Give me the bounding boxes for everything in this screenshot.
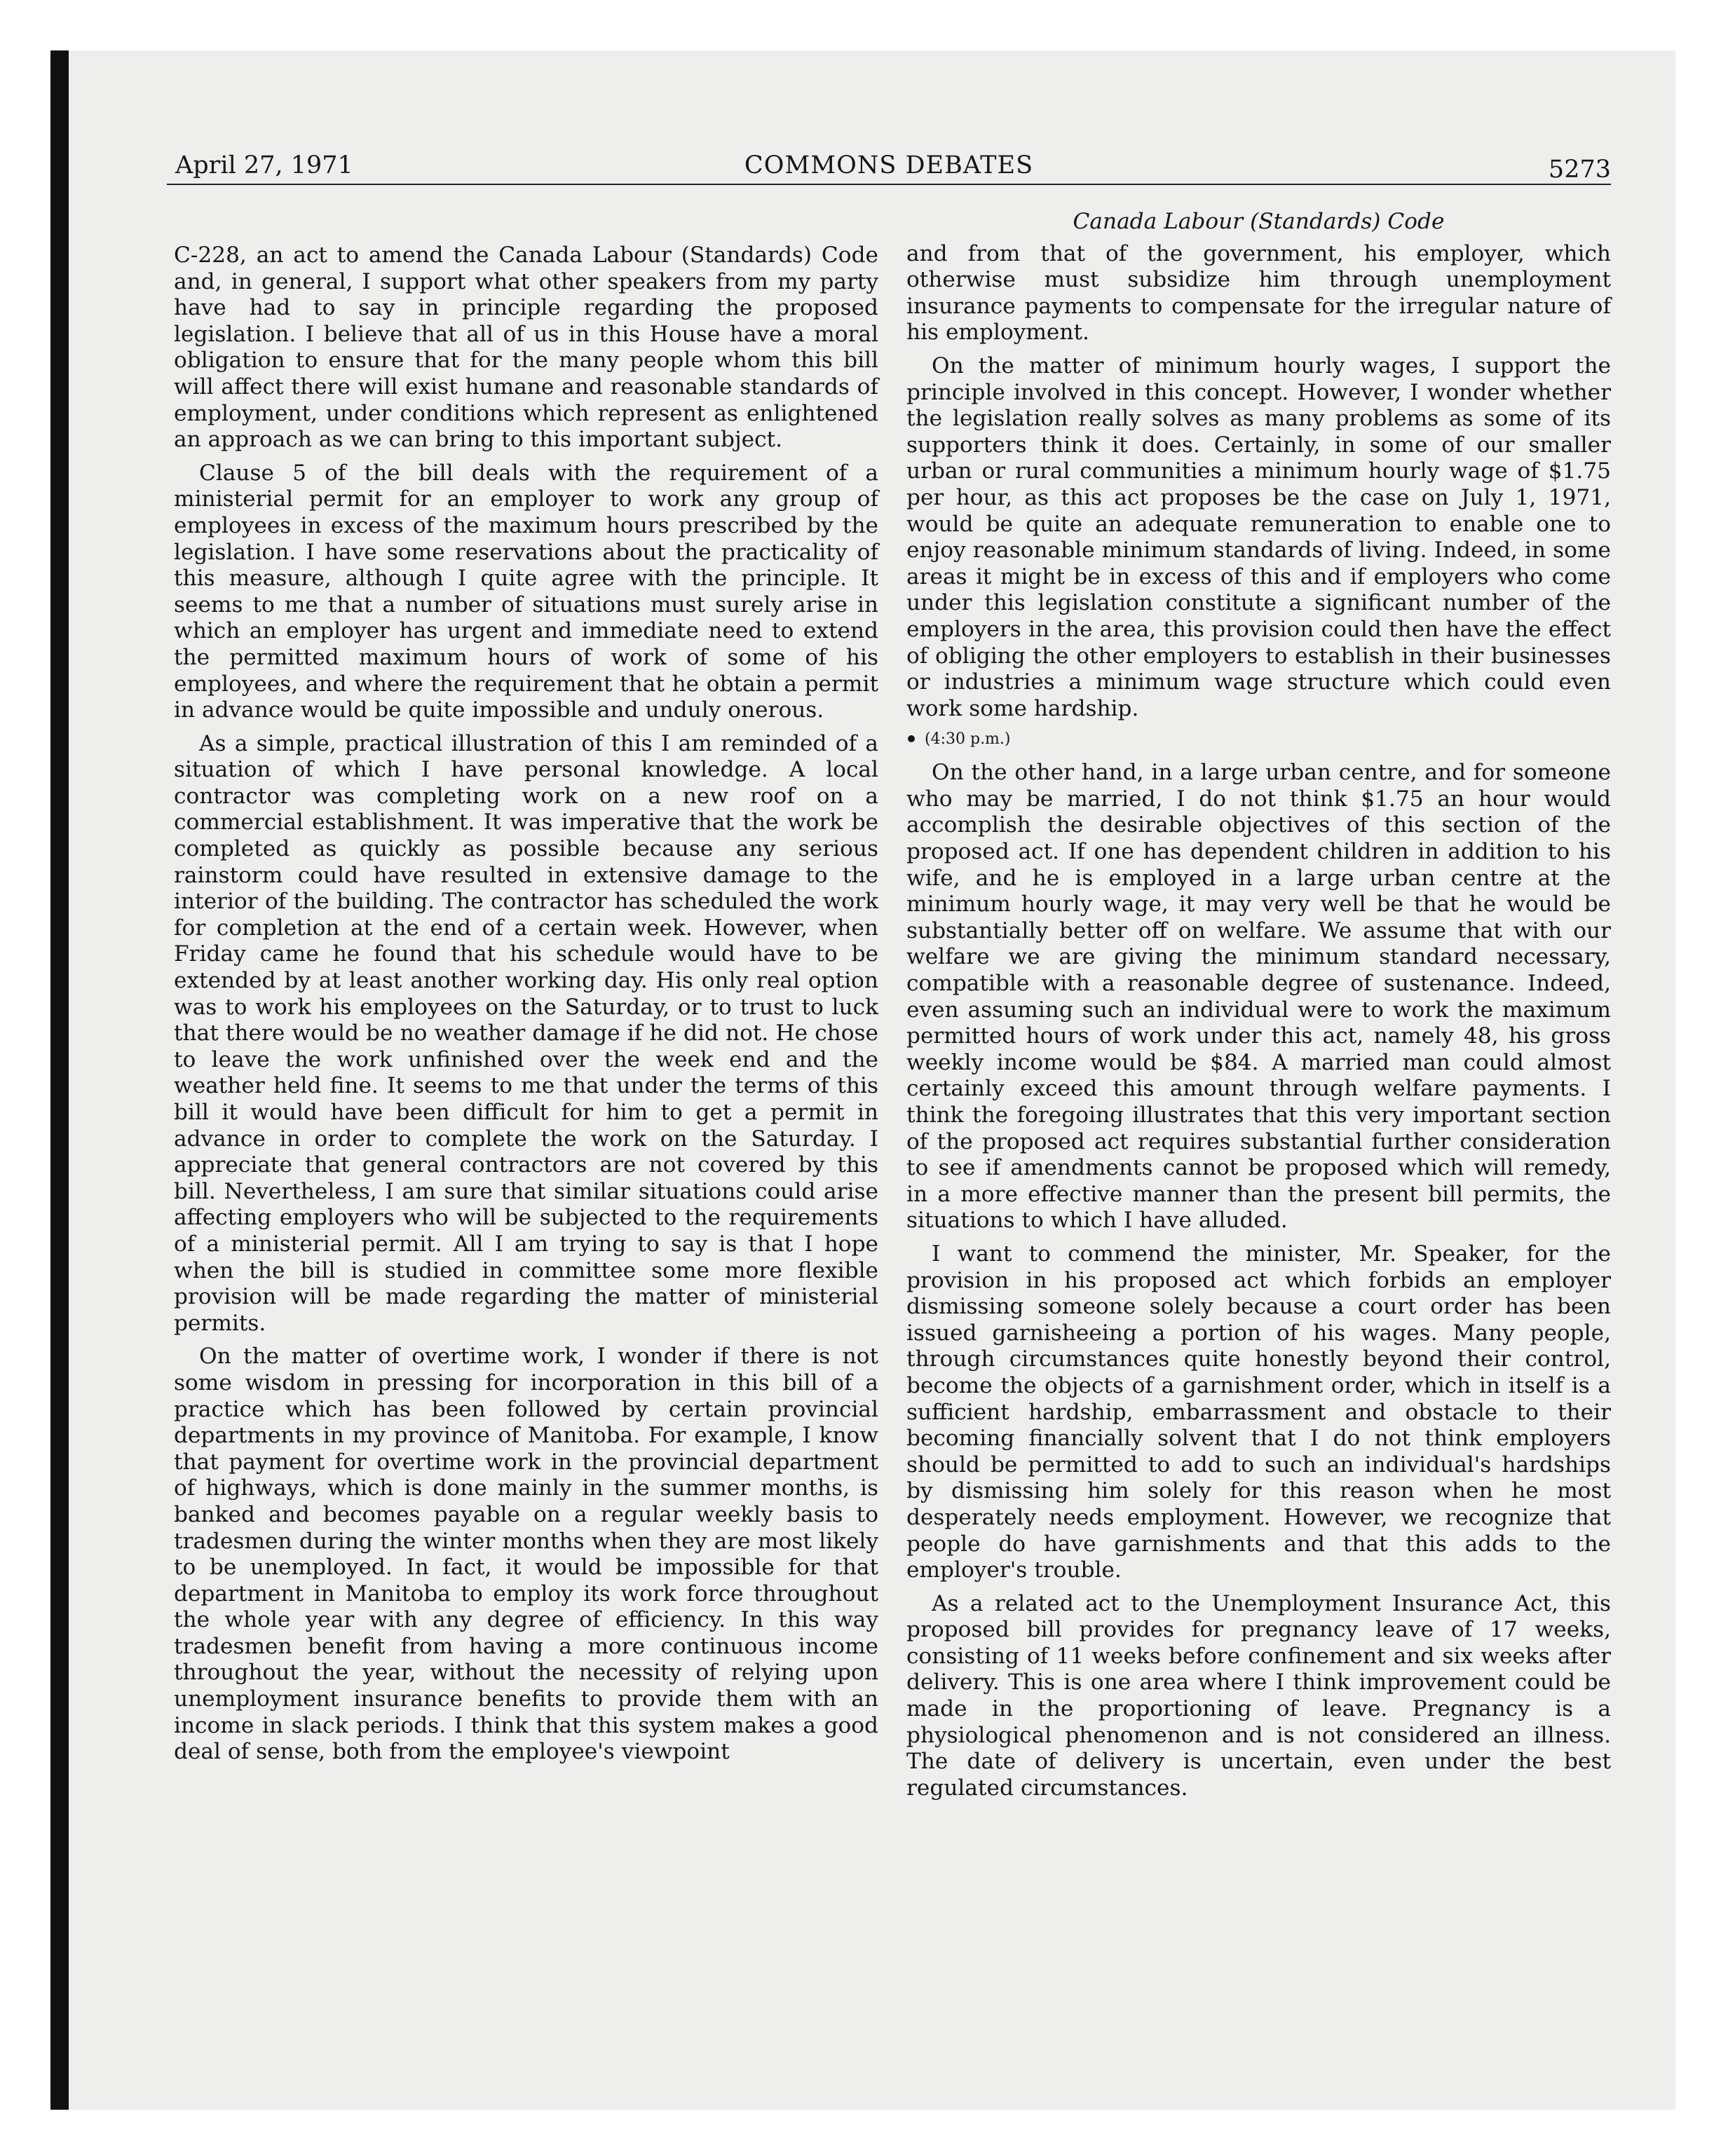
scan-binding-edge: [50, 50, 69, 2110]
paragraph: and from that of the government, his employer, which otherwise must subsidize him through unemployment insurance payments to compensate for the irregular nature of his employment.: [906, 240, 1611, 346]
left-column: [174, 243, 878, 1773]
time-marker: [906, 729, 1611, 750]
paragraph: On the matter of minimum hourly wages, I support the principle involved in this concept. However, I wonder whether the legislation really solves as many problems as some of its supporters think it does. Certainly, in some of our smaller urban or rural communities a minimum hourly wage of $1.75 per hour, as this act proposes be the case on July 1, 1971, would be quite an adequate remuneration to enable one to enjoy reasonable minimum standards of living. Indeed, in some areas it might be in excess of this and if employers who come under this legislation constitute a significant number of the employers in the area, this provision could then have the effect of obliging the other employers to establish in their businesses or industries a minimum wage structure which could even work some hardship.: [906, 353, 1611, 721]
paragraph: On the matter of overtime work, I wonder if there is not some wisdom in pressing for incorporation in this bill of a practice which has been followed by certain provincial departments in my province of Manitoba. For example, I know that payment for overtime work in the provincial department of highways, which is done mainly in the summer months, is banked and becomes payable on a regular weekly basis to tradesmen during the winter months when they are most likely to be unemployed. In fact, it would be impossible for that department in Manitoba to employ its work force throughout the whole year with any degree of efficiency. In this way tradesmen benefit from having a more continuous income throughout the year, without the necessity of relying upon unemployment insurance benefits to provide them with an income in slack periods. I think that this system makes a good deal of sense, both from the employee's viewpoint: [174, 1344, 878, 1765]
document-page: [167, 147, 1611, 1928]
paragraph: I want to commend the minister, Mr. Speaker, for the provision in his proposed act which forbids an employer dismissing someone solely because a court order has been issued garnisheeing a portion of his wages. Many people, through circumstances quite honestly beyond their control, become the objects of a garnishment order, which in itself is a sufficient hardship, embarrassment and obstacle to their becoming financially solvent that I do not think employers should be permitted to add to such an individual's hardships by dismissing him solely for this reason when he most desperately needs employment. However, we recognize that people do have garnishments and that this adds to the employer's trouble.: [906, 1241, 1611, 1583]
bullet-icon: [908, 735, 915, 742]
page-header: [167, 147, 1611, 189]
header-date: April 27, 1971: [175, 151, 353, 179]
paragraph: C-228, an act to amend the Canada Labour (Standards) Code and, in general, I support what other speakers from my party have had to say in principle regarding the proposed legislation. I believe that all of us in this House have a moral obligation to ensure that for the many people whom this bill will affect there will exist humane and reasonable standards of employment, under conditions which represent as enlightened an approach as we can bring to this important subject.: [174, 243, 878, 453]
paragraph: On the other hand, in a large urban centre, and for someone who may be married, I do not think $1.75 an hour would accomplish the desirable objectives of this section of the proposed act. If one has dependent children in addition to his wife, and he is employed in a large urban centre at the minimum hourly wage, it may very well be that he would be substantially better off on welfare. We assume that with our welfare we are giving the minimum standard necessary, compatible with a reasonable degree of sustenance. Indeed, even assuming such an individual were to work the maximum permitted hours of work under this act, namely 48, his gross weekly income would be $84. A married man could almost certainly exceed this amount through welfare payments. I think the foregoing illustrates that this very important section of the proposed act requires substantial further consideration to see if amendments cannot be proposed which will remedy, in a more effective manner than the present bill permits, the situations to which I have alluded.: [906, 760, 1611, 1234]
right-column: [906, 209, 1611, 1808]
running-head: Canada Labour (Standards) Code: [1073, 209, 1445, 234]
paragraph: Clause 5 of the bill deals with the requirement of a ministerial permit for an employer to work any group of employees in excess of the maximum hours prescribed by the legislation. I have some reservations about the practicality of this measure, although I quite agree with the principle. It seems to me that a number of situations must surely arise in which an employer has urgent and immediate need to extend the permitted maximum hours of work of some of his employees, and where the requirement that he obtain a permit in advance would be quite impossible and unduly onerous.: [174, 460, 878, 723]
header-rule: [167, 184, 1611, 185]
page-number: 5273: [1548, 156, 1611, 184]
paragraph: As a related act to the Unemployment Insurance Act, this proposed bill provides for pregnancy leave of 17 weeks, consisting of 11 weeks before confinement and six weeks after delivery. This is one area where I think improvement could be made in the proportioning of leave. Pregnancy is a physiological phenomenon and is not considered an illness. The date of delivery is uncertain, even under the best regulated circumstances.: [906, 1590, 1611, 1801]
paragraph: As a simple, practical illustration of this I am reminded of a situation of which I have personal knowledge. A local contractor was completing work on a new roof on a commercial establishment. It was imperative that the work be completed as quickly as possible because any serious rainstorm could have resulted in extensive damage to the interior of the building. The contractor has scheduled the work for completion at the end of a certain week. However, when Friday came he found that his schedule would have to be extended by at least another working day. His only real option was to work his employees on the Saturday, or to trust to luck that there would be no weather damage if he did not. He chose to leave the work unfinished over the week end and the weather held fine. It seems to me that under the terms of this bill it would have been difficult for him to get a permit in advance in order to complete the work on the Saturday. I appreciate that general contractors are not covered by this bill. Nevertheless, I am sure that similar situations could arise affecting employers who will be subjected to the requirements of a ministerial permit. All I am trying to say is that I hope when the bill is studied in committee some more flexible provision will be made regarding the matter of ministerial permits.: [174, 730, 878, 1336]
time-marker-text: (4:30 p.m.): [925, 730, 1011, 749]
header-title: COMMONS DEBATES: [744, 151, 1034, 179]
